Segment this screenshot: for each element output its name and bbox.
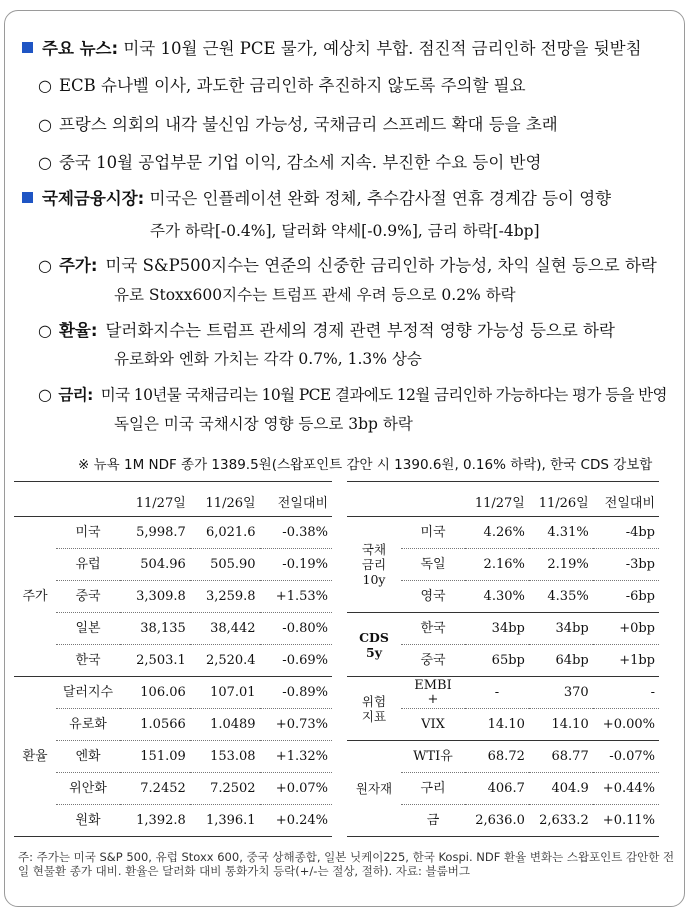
cell-value: 68.77	[529, 741, 593, 773]
cell-value: 504.96	[120, 549, 190, 581]
bullet-label: 국제금융시장:	[42, 189, 145, 208]
cell-value: -	[593, 677, 659, 709]
square-bullet-icon	[22, 42, 33, 53]
table-row	[14, 805, 332, 837]
table-row	[347, 517, 659, 549]
cell-value: -4bp	[593, 517, 659, 549]
cell-value: +0.07%	[260, 773, 332, 805]
cell-value: +0.73%	[260, 709, 332, 741]
row-label: 중국	[401, 645, 465, 677]
table-row	[14, 709, 332, 741]
cell-value: 151.09	[120, 741, 190, 773]
cell-value: 14.10	[465, 709, 529, 741]
cell-value: -0.19%	[260, 549, 332, 581]
circle-bullet-icon: ○	[38, 76, 52, 95]
cell-value: -3bp	[593, 549, 659, 581]
cell-value: 68.72	[465, 741, 529, 773]
ndf-note: ※ 뉴욕 1M NDF 종가 1389.5원(스왑포인트 감안 시 1390.6원, 0.16% 하락), 한국 CDS 강보합	[78, 457, 653, 473]
cell-value: 3,309.8	[120, 581, 190, 613]
row-label: 미국	[56, 517, 120, 549]
group-label: 위험 지표	[347, 677, 401, 741]
row-label: 위안화	[56, 773, 120, 805]
left-market-table	[14, 486, 332, 837]
row-label: 한국	[401, 613, 465, 645]
table-row	[347, 677, 659, 709]
right-table-top-border	[347, 481, 659, 482]
cell-value: 5,998.7	[120, 517, 190, 549]
cell-value: +0.11%	[593, 805, 659, 837]
cell-value: 7.2452	[120, 773, 190, 805]
sub-bullet: ○ ECB 슈나벨 이사, 과도한 금리인하 추진하지 않도록 주의할 필요	[38, 76, 526, 95]
cell-value: 1,392.8	[120, 805, 190, 837]
bullet-intl-market	[22, 189, 611, 209]
cell-value: 1.0566	[120, 709, 190, 741]
cell-value: -0.69%	[260, 645, 332, 677]
table-header-row: 11/27일 11/26일 전일대비	[14, 486, 332, 517]
table-row	[14, 549, 332, 581]
cell-value: 38,442	[190, 613, 260, 645]
cell-value: 106.06	[120, 677, 190, 709]
cell-value: -6bp	[593, 581, 659, 613]
circle-bullet-icon: ○	[38, 321, 52, 340]
row-label: 구리	[401, 773, 465, 805]
cell-value: 2,503.1	[120, 645, 190, 677]
square-bullet-icon	[22, 192, 33, 203]
cell-value: 7.2502	[190, 773, 260, 805]
sub-bullet-rate: ○ 금리: 미국 10년물 국채금리는 10월 PCE 결과에도 12월 금리인하 가능하다는 평가 등을 반영	[38, 385, 667, 404]
sub-bullet: ○ 프랑스 의회의 내각 불신임 가능성, 국채금리 스프레드 확대 등을 초래	[38, 115, 558, 134]
row-label: 영국	[401, 581, 465, 613]
table-row	[14, 645, 332, 677]
cell-value: 6,021.6	[190, 517, 260, 549]
cell-value: 153.08	[190, 741, 260, 773]
group-label: 환율	[14, 677, 56, 837]
cell-value: 2,636.0	[465, 805, 529, 837]
row-label: 달러지수	[56, 677, 120, 709]
cell-value: 38,135	[120, 613, 190, 645]
bullet-label: 주요 뉴스:	[42, 39, 119, 58]
bullet-text-cont: 주가 하락[-0.4%], 달러화 약세[-0.9%], 금리 하락[-4bp]	[150, 222, 540, 240]
cell-value: 4.31%	[529, 517, 593, 549]
cell-value: 406.7	[465, 773, 529, 805]
row-label: EMBI +	[401, 677, 465, 709]
cell-value: +0.24%	[260, 805, 332, 837]
cell-value: 404.9	[529, 773, 593, 805]
group-label: 원자재	[347, 741, 401, 837]
row-label: 독일	[401, 549, 465, 581]
cell-value: -0.80%	[260, 613, 332, 645]
table-row	[347, 613, 659, 645]
cell-value: +0.00%	[593, 709, 659, 741]
left-table-top-border	[14, 481, 332, 482]
row-label: 원화	[56, 805, 120, 837]
row-label: 금	[401, 805, 465, 837]
table-row	[14, 773, 332, 805]
group-label: CDS 5y	[347, 613, 401, 677]
bullet-main-news	[22, 39, 642, 59]
group-label: 주가	[14, 517, 56, 677]
row-label: VIX	[401, 709, 465, 741]
cell-value: +1.53%	[260, 581, 332, 613]
cell-value: -0.38%	[260, 517, 332, 549]
cell-value: 4.26%	[465, 517, 529, 549]
cell-value: 2.16%	[465, 549, 529, 581]
sub-bullet-fx: ○ 환율: 달러화지수는 트럼프 관세의 경제 관련 부정적 영향 가능성 등으로 하락	[38, 321, 615, 340]
table-row	[347, 741, 659, 773]
sub-bullet-stock: ○ 주가: 미국 S&P500지수는 연준의 신중한 금리인하 가능성, 차익 실현 등으로 하락	[38, 256, 657, 275]
cell-value: +1bp	[593, 645, 659, 677]
cell-value: 107.01	[190, 677, 260, 709]
row-label: 한국	[56, 645, 120, 677]
cell-value: 65bp	[465, 645, 529, 677]
cell-value: 370	[529, 677, 593, 709]
cell-value: 34bp	[465, 613, 529, 645]
row-label: 중국	[56, 581, 120, 613]
cell-value: 64bp	[529, 645, 593, 677]
circle-bullet-icon: ○	[38, 115, 52, 134]
table-row	[14, 677, 332, 709]
row-label: 유럽	[56, 549, 120, 581]
cell-value: +1.32%	[260, 741, 332, 773]
cell-value: 3,259.8	[190, 581, 260, 613]
cell-value: 4.30%	[465, 581, 529, 613]
cell-value: 2,633.2	[529, 805, 593, 837]
cell-value: -0.07%	[593, 741, 659, 773]
cell-value: 4.35%	[529, 581, 593, 613]
table-row	[14, 581, 332, 613]
cell-value: +0bp	[593, 613, 659, 645]
table-row	[14, 741, 332, 773]
cell-value: 34bp	[529, 613, 593, 645]
row-label: WTI유	[401, 741, 465, 773]
table-header-row: 11/27일 11/26일 전일대비	[347, 486, 659, 517]
circle-bullet-icon: ○	[38, 385, 52, 404]
cell-value: 2.19%	[529, 549, 593, 581]
right-market-table	[347, 486, 659, 837]
table-row	[14, 517, 332, 549]
cell-value: -	[465, 677, 529, 709]
circle-bullet-icon: ○	[38, 256, 52, 275]
footnote: 주: 주가는 미국 S&P 500, 유럽 Stoxx 600, 중국 상해종합, 일본 닛케이225, 한국 Kospi. NDF 환율 변화는 스왑포인트 감안한 전일 현물환 종가 대비. 환율은 달러화 대비 통화가치 등락(+/-는 절상, 절하). 자료: 블룸버그	[18, 850, 675, 878]
sub-bullet: ○ 중국 10월 공업부문 기업 이익, 감소세 지속. 부진한 수요 등이 반영	[38, 153, 542, 172]
group-label: 국채 금리 10y	[347, 517, 401, 613]
cell-value: -0.89%	[260, 677, 332, 709]
row-label: 엔화	[56, 741, 120, 773]
cell-value: 505.90	[190, 549, 260, 581]
bullet-text: 미국은 인플레이션 완화 정체, 추수감사절 연휴 경계감 등이 영향	[149, 189, 612, 208]
row-label: 미국	[401, 517, 465, 549]
row-label: 일본	[56, 613, 120, 645]
cell-value: 14.10	[529, 709, 593, 741]
bullet-text: 미국 10월 근원 PCE 물가, 예상치 부합. 점진적 금리인하 전망을 뒷받침	[123, 39, 642, 58]
cell-value: 2,520.4	[190, 645, 260, 677]
table-row	[14, 613, 332, 645]
circle-bullet-icon: ○	[38, 153, 52, 172]
row-label: 유로화	[56, 709, 120, 741]
cell-value: 1,396.1	[190, 805, 260, 837]
cell-value: 1.0489	[190, 709, 260, 741]
cell-value: +0.44%	[593, 773, 659, 805]
